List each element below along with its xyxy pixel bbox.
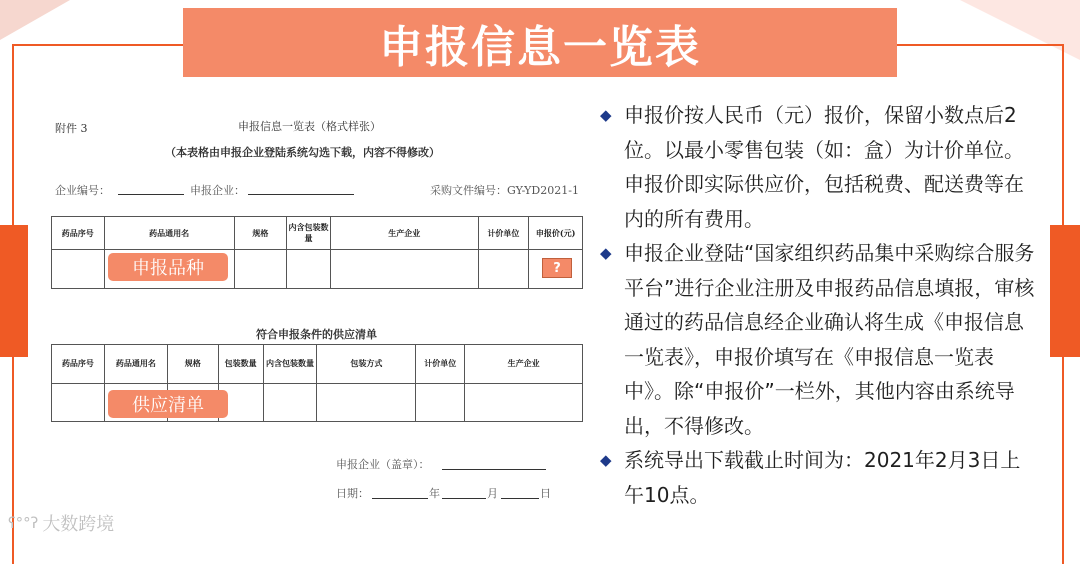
- form-heading: 申报信息一览表（格式样张）: [238, 120, 381, 133]
- table-cell: [478, 250, 529, 289]
- col-header: 生产企业: [465, 345, 583, 384]
- bullet-item: [600, 443, 1040, 512]
- diamond-bullet-icon: ◆: [600, 106, 612, 124]
- diamond-bullet-icon: ◆: [600, 451, 612, 469]
- col-header: 药品通用名: [104, 217, 234, 250]
- bullet-list: [600, 98, 1040, 512]
- date-month-line: [442, 498, 486, 499]
- table-cell: [465, 383, 583, 422]
- date-day: 日: [540, 487, 551, 500]
- table-cell: [263, 383, 317, 422]
- date-year-line: [372, 498, 428, 499]
- tag-supply-list: 供应清单: [108, 390, 228, 418]
- col-header: 规格: [234, 217, 287, 250]
- col-header: 内含包装数量: [263, 345, 317, 384]
- company-line: [248, 194, 354, 195]
- col-header: 计价单位: [416, 345, 465, 384]
- date-label: 日期：: [336, 487, 369, 500]
- diamond-bullet-icon: ◆: [600, 244, 612, 262]
- price-question-mark: ?: [542, 258, 572, 278]
- watermark: [8, 510, 114, 536]
- bullet-text: 系统导出下载截止时间为：2021年2月3日上午10点。: [624, 448, 1021, 507]
- bullet-item: [600, 236, 1040, 443]
- table-cell: [317, 383, 416, 422]
- table-cell: [416, 383, 465, 422]
- table-cell: [52, 250, 105, 289]
- form-sample: [40, 100, 595, 520]
- stamp-label: 申报企业（盖章）：: [336, 458, 430, 471]
- title-banner: [183, 8, 897, 77]
- table-cell: [330, 250, 478, 289]
- col-header: 药品序号: [52, 345, 105, 384]
- col-header: 内含包装数量: [287, 217, 331, 250]
- corner-decoration: [0, 0, 70, 40]
- company-no-line: [118, 194, 184, 195]
- col-header: 药品序号: [52, 217, 105, 250]
- date-day-line: [501, 498, 539, 499]
- date-month: 月: [487, 487, 498, 500]
- supply-list-title: 符合申报条件的供应清单: [256, 328, 377, 341]
- col-header: 包装数量: [218, 345, 263, 384]
- col-header: 计价单位: [478, 217, 529, 250]
- slide-title: 申报信息一览表: [379, 21, 701, 73]
- col-header: 申报价(元): [529, 217, 583, 250]
- bullet-item: [600, 98, 1040, 236]
- form-subheading: （本表格由申报企业登陆系统勾选下载，内容不得修改）: [165, 146, 440, 159]
- file-no: 采购文件编号：GY-YD2021-1: [430, 184, 579, 197]
- table-cell: [52, 383, 105, 422]
- attachment-label: 附件 3: [55, 122, 88, 135]
- company-no-label: 企业编号：: [55, 184, 110, 197]
- col-header: 生产企业: [330, 217, 478, 250]
- bullet-text: 申报价按人民币（元）报价，保留小数点后2位。以最小零售包装（如：盒）为计价单位。申报价即实际供应价，包括税费、配送费等在内的所有费用。: [624, 103, 1024, 231]
- col-header: 药品通用名: [104, 345, 167, 384]
- side-tab-right: [1050, 225, 1080, 357]
- col-header: 包装方式: [317, 345, 416, 384]
- tag-declared-variety: 申报品种: [108, 253, 228, 281]
- col-header: 规格: [167, 345, 218, 384]
- watermark-text: 大数跨境: [42, 514, 115, 535]
- stamp-line: [442, 469, 546, 470]
- logo-icon: ʕ°°ʔ: [8, 514, 39, 532]
- side-tab-left: [0, 225, 28, 357]
- table-cell: [287, 250, 331, 289]
- table-cell: [234, 250, 287, 289]
- bullet-text: 申报企业登陆“国家组织药品集中采购综合服务平台”进行企业注册及申报药品信息填报，审核通过的药品信息经企业确认将生成《申报信息一览表》，申报价填写在《申报信息一览表中》。除“申报价”一栏外，其他内容由系统导出，不得修改。: [624, 241, 1035, 438]
- date-year: 年: [429, 487, 440, 500]
- company-label: 申报企业：: [190, 184, 245, 197]
